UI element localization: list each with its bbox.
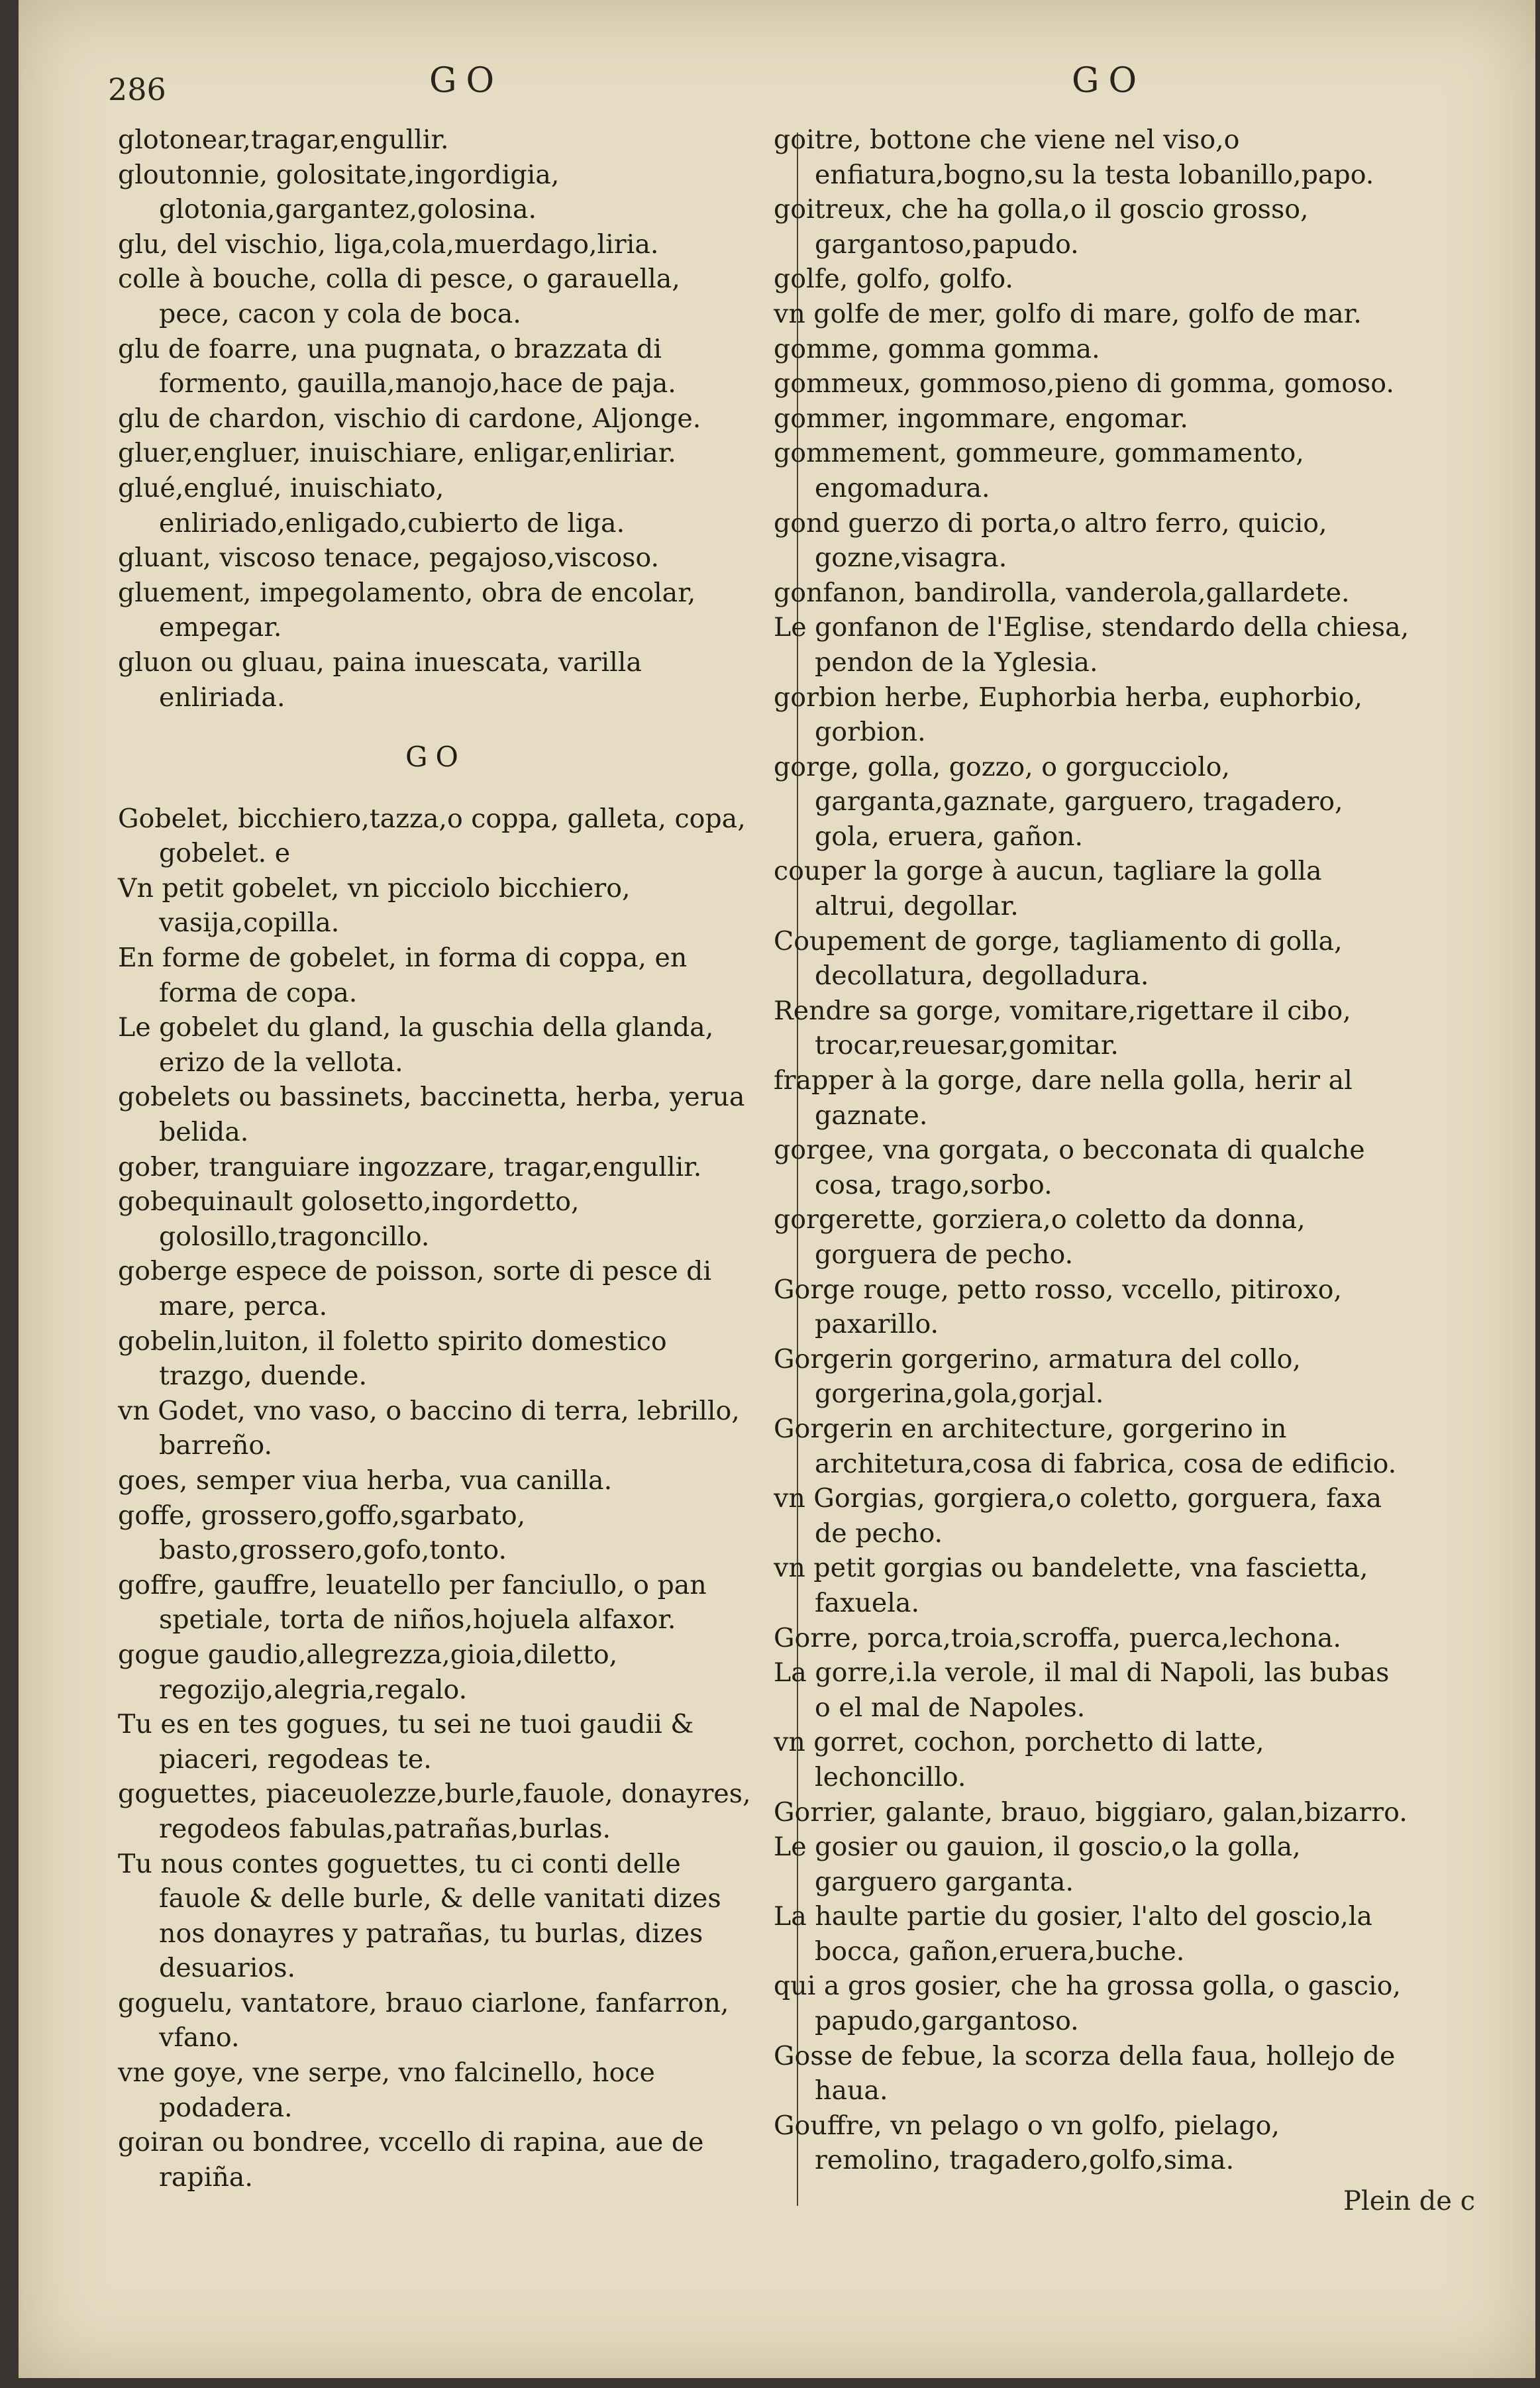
dictionary-entry: gober, tranguiare ingozzare, tragar,engullir. — [118, 1151, 702, 1182]
dictionary-entry: vn Godet, vno vaso, o baccino di terra, lebrillo, barreño. — [118, 1395, 740, 1461]
dictionary-entry: gonfanon, bandirolla, vanderola,gallardete. — [774, 577, 1350, 608]
dictionary-entry: gogue gaudio,allegrezza,gioia,diletto, regozijo,alegria,regalo. — [118, 1639, 618, 1705]
dictionary-entry: Gorgerin en architecture, gorgerino in architetura,cosa di fabrica, cosa de edificio. — [774, 1413, 1397, 1479]
dictionary-entry: vn Gorgias, gorgiera,o coletto, gorguera, faxa de pecho. — [774, 1483, 1382, 1549]
section-heading: GO — [405, 741, 466, 774]
dictionary-entry: vn petit gorgias ou bandelette, vna fascietta, faxuela. — [774, 1553, 1368, 1618]
dictionary-entry: goitre, bottone che viene nel viso,o enfiatura,bogno,su la testa lobanillo,papo. — [774, 125, 1374, 190]
right-column — [774, 123, 1410, 2178]
dictionary-entry: gommer, ingommare, engomar. — [774, 403, 1188, 434]
page-header — [19, 61, 1535, 114]
dictionary-entry: gobelin,luiton, il foletto spirito domestico trazgo, duende. — [118, 1325, 667, 1392]
running-head-right: GO — [1072, 61, 1147, 101]
dictionary-entry: gluant, viscoso tenace, pegajoso,viscoso. — [118, 543, 660, 574]
dictionary-entry: goguelu, vantatore, brauo ciarlone, fanfarron, vfano. — [118, 1987, 729, 2053]
dictionary-entry: Gosse de febue, la scorza della faua, hollejo de haua. — [774, 2040, 1396, 2106]
dictionary-entry: goffre, gauffre, leuatello per fanciullo, o pan spetiale, torta de niños,hojuela alfaxor. — [118, 1569, 707, 1635]
dictionary-entry: Tu nous contes goguettes, tu ci conti delle fauole & delle burle, & delle vanitati dizes nos donayres y patrañas, tu burlas, dizes desuarios. — [118, 1848, 721, 1984]
dictionary-entry: gloutonnie, golositate,ingordigia, glotonia,gargantez,golosina. — [118, 159, 560, 225]
dictionary-entry: Rendre sa gorge, vomitare,rigettare il cibo, trocar,reuesar,gomitar. — [774, 995, 1351, 1061]
dictionary-entry: Gouffre, vn pelago o vn golfo, pielago, remolino, tragadero,golfo,sima. — [774, 2110, 1280, 2176]
dictionary-entry: gond guerzo di porta,o altro ferro, quicio, gozne,visagra. — [774, 507, 1327, 574]
dictionary-entry: Tu es en tes gogues, tu sei ne tuoi gaudii & piaceri, regodeas te. — [118, 1709, 694, 1775]
dictionary-entry: gorge, golla, gozzo, o gorgucciolo, garganta,gaznate, garguero, tragadero, gola, eruera, gañon. — [774, 751, 1343, 852]
dictionary-entry: gorgerette, gorziera,o coletto da donna, gorguera de pecho. — [774, 1204, 1306, 1270]
dictionary-entry: gobequinault golosetto,ingordetto, golosillo,tragoncillo. — [118, 1186, 580, 1252]
dictionary-entry: couper la gorge à aucun, tagliare la golla altrui, degollar. — [774, 856, 1322, 922]
left-entries-top — [118, 123, 754, 715]
dictionary-entry: goitreux, che ha golla,o il goscio grosso, gargantoso,papudo. — [774, 194, 1309, 260]
dictionary-entry: glu de chardon, vischio di cardone, Aljonge. — [118, 403, 701, 434]
dictionary-entry: colle à bouche, colla di pesce, o garauella, pece, cacon y cola de boca. — [118, 264, 680, 329]
dictionary-entry: Gorrier, galante, brauo, biggiaro, galan,bizarro. — [774, 1796, 1408, 1828]
dictionary-entry: vne goye, vne serpe, vno falcinello, hoce podadera. — [118, 2057, 655, 2123]
dictionary-entry: Gobelet, bicchiero,tazza,o coppa, galleta, copa, gobelet. e — [118, 803, 746, 869]
left-column — [118, 123, 754, 2195]
catchword: Plein de c — [1343, 2186, 1476, 2216]
dictionary-entry: Gorgerin gorgerino, armatura del collo, gorgerina,gola,gorjal. — [774, 1343, 1301, 1410]
dictionary-entry: vn gorret, cochon, porchetto di latte, lechoncillo. — [774, 1727, 1264, 1792]
dictionary-entry: Le gobelet du gland, la guschia della glanda, erizo de la vellota. — [118, 1012, 714, 1078]
dictionary-entry: goffe, grossero,goffo,sgarbato, basto,grossero,gofo,tonto. — [118, 1500, 526, 1566]
dictionary-entry: gommeux, gommoso,pieno di gomma, gomoso. — [774, 368, 1394, 399]
dictionary-entry: glu de foarre, una pugnata, o brazzata di formento, gauilla,manojo,hace de paja. — [118, 333, 676, 399]
dictionary-entry: gomme, gomma gomma. — [774, 333, 1100, 364]
dictionary-entry: En forme de gobelet, in forma di coppa, en forma de copa. — [118, 943, 688, 1008]
dictionary-entry: Gorge rouge, petto rosso, vccello, pitiroxo, paxarillo. — [774, 1274, 1342, 1340]
dictionary-entry: La haulte partie du gosier, l'alto del goscio,la bocca, gañon,eruera,buche. — [774, 1901, 1372, 1967]
dictionary-entry: gommement, gommeure, gommamento, engomadura. — [774, 438, 1304, 503]
dictionary-entry: gluement, impegolamento, obra de encolar, empegar. — [118, 577, 696, 643]
dictionary-entry: Coupement de gorge, tagliamento di golla, decollatura, degolladura. — [774, 925, 1343, 992]
page-number: 286 — [108, 72, 166, 107]
dictionary-entry: Le gosier ou gauion, il goscio,o la golla, garguero garganta. — [774, 1832, 1301, 1897]
left-entries-bottom — [118, 802, 754, 2195]
right-entries — [774, 123, 1410, 2178]
dictionary-entry: gluon ou gluau, paina inuescata, varilla enliriada. — [118, 647, 642, 713]
dictionary-entry: glu, del vischio, liga,cola,muerdago,liria. — [118, 229, 659, 260]
dictionary-entry: gorbion herbe, Euphorbia herba, euphorbio, gorbion. — [774, 682, 1362, 748]
dictionary-entry: vn golfe de mer, golfo di mare, golfo de mar. — [774, 298, 1362, 329]
dictionary-entry: Gorre, porca,troia,scroffa, puerca,lechona. — [774, 1622, 1341, 1653]
dictionary-entry: goiran ou bondree, vccello di rapina, aue de rapiña. — [118, 2127, 704, 2193]
dictionary-entry: goes, semper viua herba, vua canilla. — [118, 1465, 613, 1496]
dictionary-entry: frapper à la gorge, dare nella golla, herir al gaznate. — [774, 1065, 1353, 1131]
dictionary-page — [19, 0, 1535, 2378]
running-head-left: GO — [429, 61, 504, 101]
dictionary-entry: gluer,engluer, inuischiare, enligar,enliriar. — [118, 438, 676, 469]
dictionary-entry: goberge espece de poisson, sorte di pesce di mare, perca. — [118, 1256, 712, 1322]
dictionary-entry: La gorre,i.la verole, il mal di Napoli, las bubas o el mal de Napoles. — [774, 1657, 1390, 1723]
dictionary-entry: qui a gros gosier, che ha grossa golla, o gascio, papudo,gargantoso. — [774, 1971, 1401, 2037]
dictionary-entry: glué,englué, inuischiato, enliriado,enligado,cubierto de liga. — [118, 472, 625, 539]
dictionary-entry: gorgee, vna gorgata, o becconata di qualche cosa, trago,sorbo. — [774, 1135, 1365, 1200]
dictionary-entry: goguettes, piaceuolezze,burle,fauole, donayres, regodeos fabulas,patrañas,burlas. — [118, 1779, 751, 1844]
dictionary-entry: Vn petit gobelet, vn picciolo bicchiero, vasija,copilla. — [118, 872, 631, 939]
dictionary-entry: glotonear,tragar,engullir. — [118, 125, 449, 155]
dictionary-entry: gobelets ou bassinets, baccinetta, herba, yerua belida. — [118, 1082, 745, 1148]
dictionary-entry: Le gonfanon de l'Eglise, stendardo della chiesa, pendon de la Yglesia. — [774, 612, 1410, 678]
dictionary-entry: golfe, golfo, golfo. — [774, 264, 1013, 295]
